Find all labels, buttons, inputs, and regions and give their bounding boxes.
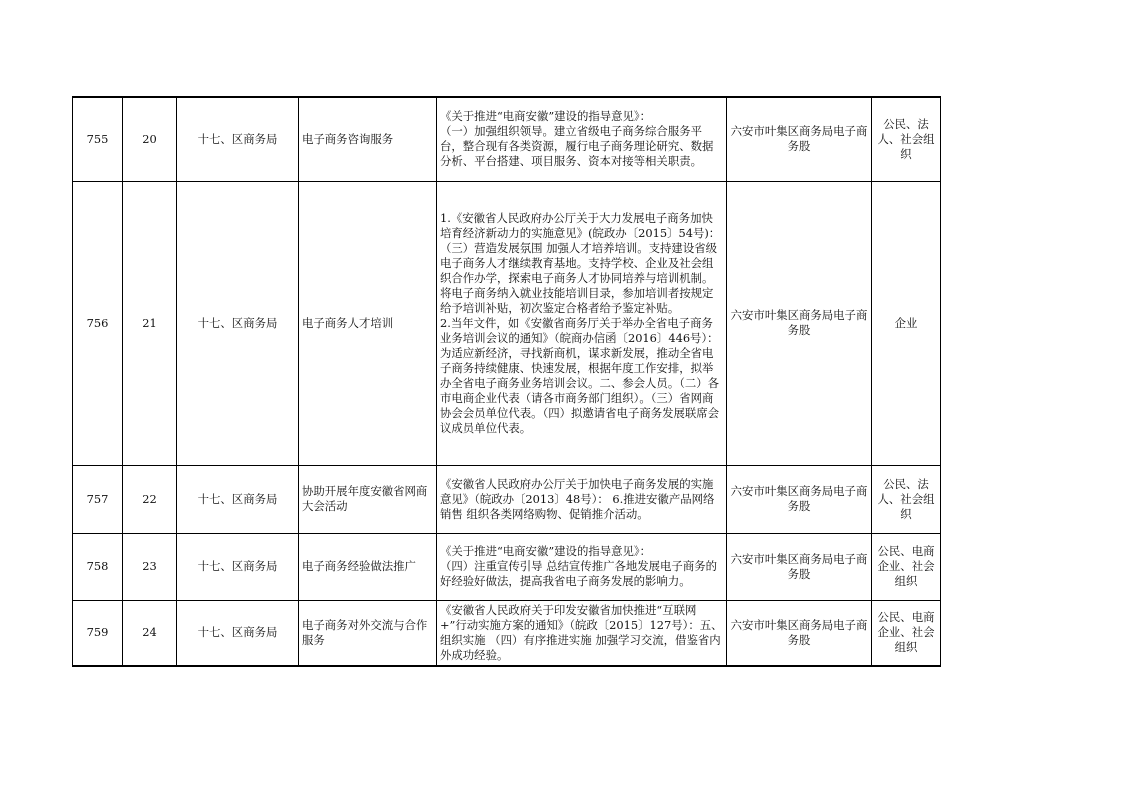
responsible-agency-cell: 六安市叶集区商务局电子商务股	[727, 97, 872, 181]
policy-basis-cell: 1.《安徽省人民政府办公厅关于大力发展电子商务加快培育经济新动力的实施意见》(皖政办〔2015〕54号)：（三）营造发展氛围 加强人才培养培训。支持建设省级电子商务人才继续教育基地。支持学校、企业及社会组织合作办学，探索电子商务人才协同培养与培训机制。将电子商务纳入就业技能培训目录，参加培训者按规定给予培训补贴，初次鉴定合格者给予鉴定补贴。 2.当年文件，如《安徽省商务厅关于举办全省电子商务业务培训会议的通知》（皖商办信函〔2016〕446号）：为适应新经济，寻找新商机，谋求新发展，推动全省电子商务持续健康、快速发展，根据年度工作安排，拟举办全省电子商务业务培训会议。二、参会人员。（二）各市电商企业代表（请各市商务部门组织）。（三）省网商协会会员单位代表。（四）拟邀请省电子商务发展联席会议成员单位代表。	[437, 181, 727, 465]
service-item-cell: 电子商务对外交流与合作服务	[299, 600, 437, 666]
policy-basis-cell: 《安徽省人民政府办公厅关于加快电子商务发展的实施意见》（皖政办〔2013〕48号）： 6.推进安徽产品网络销售 组织各类网络购物、促销推介活动。	[437, 465, 727, 533]
service-list-table	[72, 96, 941, 667]
sub-number-cell: 23	[123, 533, 177, 600]
service-item-cell: 电子商务咨询服务	[299, 97, 437, 181]
responsible-agency-cell: 六安市叶集区商务局电子商务股	[727, 533, 872, 600]
sub-number-cell: 22	[123, 465, 177, 533]
table-row	[73, 533, 941, 600]
service-item-cell: 电子商务经验做法推广	[299, 533, 437, 600]
responsible-agency-cell: 六安市叶集区商务局电子商务股	[727, 465, 872, 533]
sequence-number-cell: 755	[73, 97, 123, 181]
sub-number-cell: 24	[123, 600, 177, 666]
department-cell: 十七、区商务局	[177, 97, 299, 181]
service-target-cell: 公民、电商企业、社会组织	[872, 533, 941, 600]
department-cell: 十七、区商务局	[177, 465, 299, 533]
responsible-agency-cell: 六安市叶集区商务局电子商务股	[727, 600, 872, 666]
table-row	[73, 97, 941, 181]
department-cell: 十七、区商务局	[177, 533, 299, 600]
policy-basis-cell: 《关于推进“电商安徽”建设的指导意见》： （四）注重宣传引导 总结宣传推广各地发展电子商务的好经验好做法，提高我省电子商务发展的影响力。	[437, 533, 727, 600]
service-target-cell: 公民、电商企业、社会组织	[872, 600, 941, 666]
responsible-agency-cell: 六安市叶集区商务局电子商务股	[727, 181, 872, 465]
table-row	[73, 465, 941, 533]
table-row	[73, 181, 941, 465]
sequence-number-cell: 757	[73, 465, 123, 533]
service-target-cell: 企业	[872, 181, 941, 465]
service-target-cell: 公民、法人、社会组织	[872, 465, 941, 533]
policy-basis-cell: 《安徽省人民政府关于印发安徽省加快推进“互联网+”行动实施方案的通知》（皖政〔2015〕127号）：五、组织实施 （四）有序推进实施 加强学习交流，借鉴省内外成功经验。	[437, 600, 727, 666]
service-item-cell: 协助开展年度安徽省网商大会活动	[299, 465, 437, 533]
sequence-number-cell: 759	[73, 600, 123, 666]
department-cell: 十七、区商务局	[177, 181, 299, 465]
table-row	[73, 600, 941, 666]
department-cell: 十七、区商务局	[177, 600, 299, 666]
sequence-number-cell: 758	[73, 533, 123, 600]
service-target-cell: 公民、法人、社会组织	[872, 97, 941, 181]
sequence-number-cell: 756	[73, 181, 123, 465]
policy-basis-cell: 《关于推进“电商安徽”建设的指导意见》： （一）加强组织领导。建立省级电子商务综合服务平台，整合现有各类资源，履行电子商务理论研究、数据分析、平台搭建、项目服务、资本对接等相关职责。	[437, 97, 727, 181]
service-item-cell: 电子商务人才培训	[299, 181, 437, 465]
sub-number-cell: 20	[123, 97, 177, 181]
sub-number-cell: 21	[123, 181, 177, 465]
